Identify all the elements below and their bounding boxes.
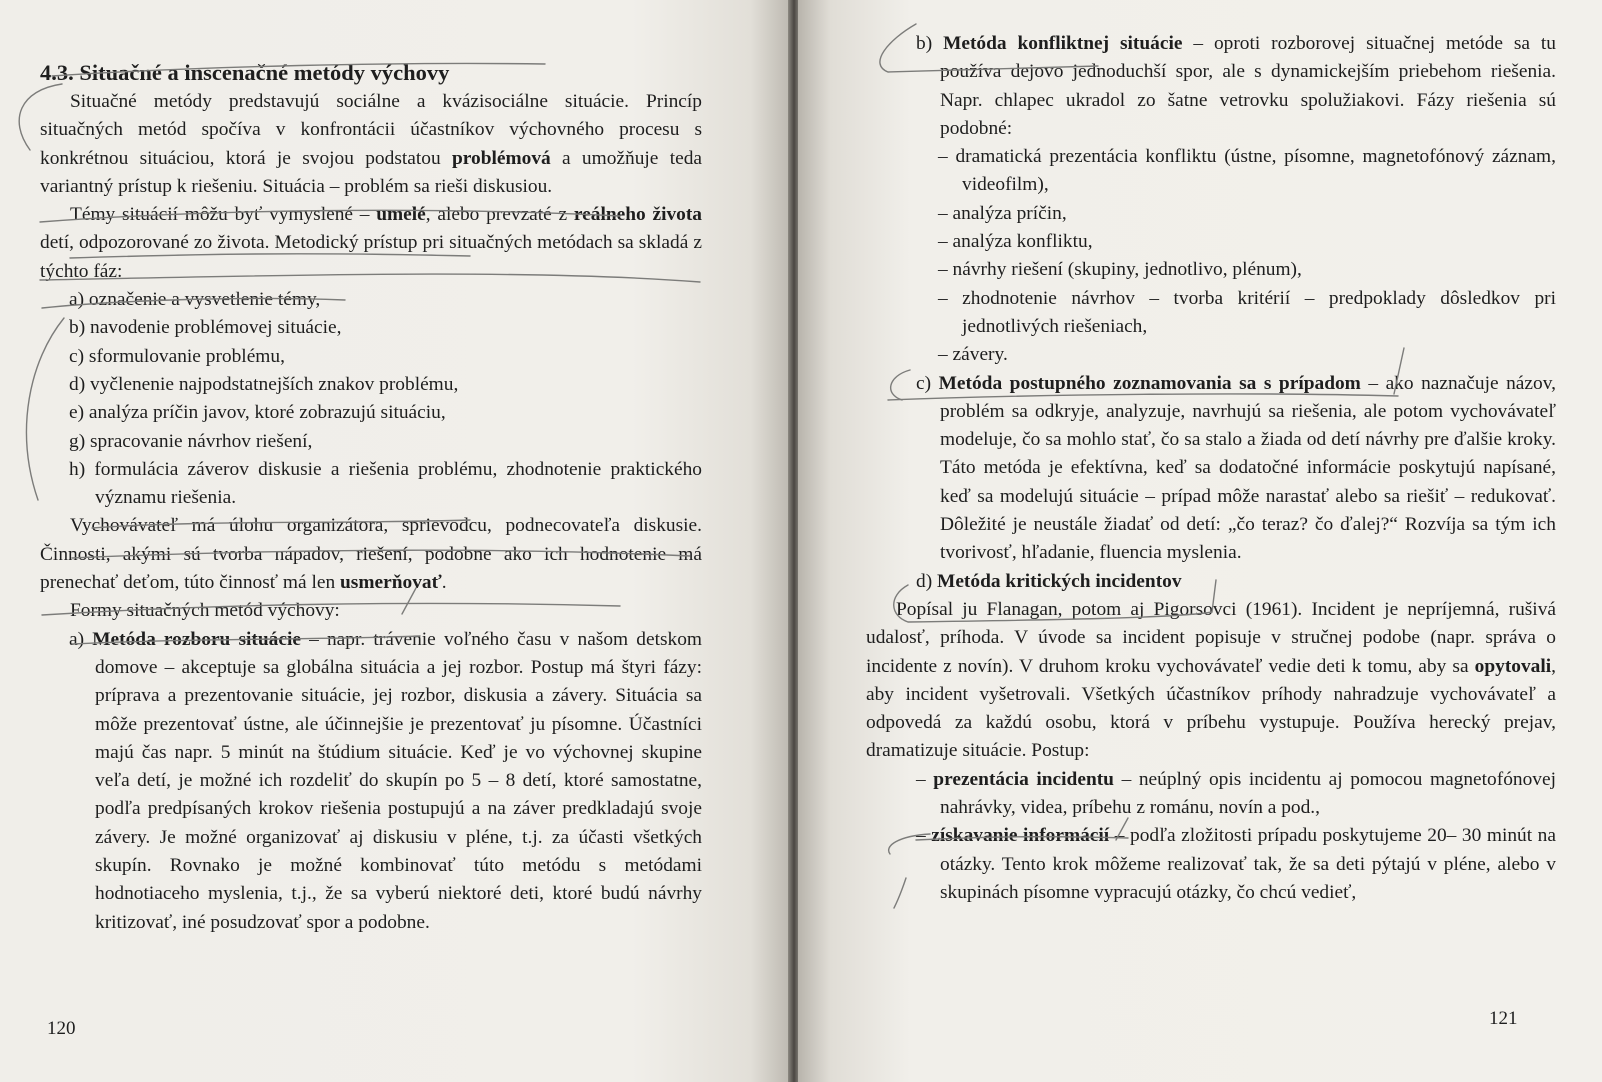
incident-step-information <box>886 822 1556 907</box>
bold-term-problemova: problémová <box>451 147 551 169</box>
method-c-text: – ako naznačuje názov, problém sa odkryje, analyzuje, navrhujú sa riešenia, ale potom vychovávateľ modeluje, čo sa mohlo stať, čo sa stalo a žiada od detí návrhy pre ďalšie kroky. Táto metóda je efektívna, keď sa dodatočné informácie poskytujú napísané, keď sa modelujú situácie – prípad môže narastať alebo sa riešiť – redukovať. Dôležité je neustále žiadať od detí: „čo teraz? čo ďalej?“ Rozvíja sa tým ich tvorivosť, hľadanie, fluencia myslenia. <box>940 372 1556 564</box>
page-number-left: 120 <box>47 1018 76 1039</box>
paragraph-educator-role <box>40 512 702 597</box>
method-d-title: Metóda kritických incidentov <box>937 570 1182 592</box>
phases-list <box>40 286 702 512</box>
step-title: získavanie informácií <box>931 825 1110 847</box>
paragraph-forms: Formy situačných metód výchovy: <box>70 600 340 622</box>
incident-step-presentation <box>886 766 1556 823</box>
phase-item: h) formulácia záverov diskusie a riešenia problému, zhodnotenie praktického významu riešenia. <box>69 458 702 509</box>
phase-item: g) spracovanie návrhov riešení, <box>69 430 313 452</box>
method-b-item <box>886 30 1556 143</box>
step-title: prezentácia incidentu <box>933 768 1114 790</box>
method-b-step: – zhodnotenie návrhov – tvorba kritérií – predpoklady dôsledkov pri jednotlivých riešeniach, <box>938 287 1556 337</box>
left-text-column <box>40 58 702 937</box>
item-label: d) <box>916 570 938 592</box>
phase-item: d) vyčlenenie najpodstatnejších znakov problému, <box>69 373 459 395</box>
text-run: , alebo prevzaté z <box>425 204 574 226</box>
left-page <box>0 0 790 1082</box>
right-text-column <box>866 30 1556 907</box>
method-c-item <box>886 370 1556 568</box>
bold-term-realneho-zivota: reálneho života <box>573 204 702 226</box>
text-run: a umožňuje teda variantný prístup k riešeniu. Situácia – problém sa rieši diskusiou. <box>40 147 702 197</box>
right-page <box>798 0 1602 1082</box>
method-b-title: Metóda konfliktnej situácie <box>943 33 1183 54</box>
item-label: c) <box>916 372 939 394</box>
method-b-step: – dramatická prezentácia konfliktu (ústne, písomne, magnetofónový záznam, videofilm), <box>938 146 1556 196</box>
text-run: detí, odpozorované zo života. Metodický prístup pri situačných metódach sa skladá z týchto fáz: <box>40 232 702 282</box>
bold-term-usmernovat: usmerňovať <box>340 572 442 594</box>
step-text: – podľa zložitosti prípadu poskytujeme 20– 30 minút na otázky. Tento krok môžeme realizovať tak, že sa deti pýtajú v pléne, alebo v skupinách písomne vypracujú otázky, čo chcú vedieť, <box>940 825 1556 903</box>
step-text: – neúplný opis incidentu aj pomocou magnetofónovej nahrávky, videa, príbehu z románu, novín a pod., <box>940 768 1556 819</box>
paragraph-topics <box>40 201 702 286</box>
phase-item: b) navodenie problémovej situácie, <box>69 317 342 339</box>
method-b-steps <box>886 143 1556 369</box>
method-b-text: – oproti rozborovej situačnej metóde sa tu používa dejovo jednoduchší spor, ale s dynamickejším priebehom riešenia. Napr. chlapec ukradol zo šatne vetrovku spolužiakovi. Fázy riešenia sú podobné: <box>940 33 1556 139</box>
dash-marker: – <box>916 768 934 790</box>
method-d-heading <box>886 568 1556 596</box>
phase-item: a) označenie a vysvetlenie témy, <box>69 289 321 311</box>
page-number-right: 121 <box>1489 1008 1518 1029</box>
method-a-text: – napr. trávenie voľného času v našom detskom domove – akceptuje sa globálna situácia a jej rozbor. Postup má štyri fázy: príprava a prezentovanie situácie, jej rozbor, diskusia a závery. Situácia sa môže prezentovať ústne, ale účinnejšie je prezentovať ju písomne. Účastníci majú čas napr. 5 minút na štúdium situácie. Keď je vo výchovnej skupine veľa detí, je možné ich rozdeliť do skupín po 5 – 8 detí, ktoré samostatne, podľa predpísaných krokov riešenia postupujú a na záver predkladajú svoje závery. Je možné organizovať aj diskusiu v pléne, t.j. za účasti všetkých skupín. Rovnako je možné kombinovať túto metódu s metódami hodnotiaceho myslenia, t.j., že sa vyberú niektoré deti, ktoré budú návrhy kritizovať, iné posudzovať spor a podobne. <box>95 628 702 933</box>
method-b-step: – závery. <box>938 344 1008 366</box>
bold-term-umele: umelé <box>376 204 426 226</box>
method-a-item <box>40 626 702 937</box>
text-run: Situačné metódy predstavujú sociálne a kvázisociálne situácie. Princíp situačných metód spočíva v konfrontácii účastníkov výchovného procesu s konkrétnou situáciou, ktorá je svojou podstatou <box>40 91 702 169</box>
phase-item: e) analýza príčin javov, ktoré zobrazujú situáciu, <box>69 402 446 424</box>
text-run: Témy situácií môžu byť vymyslené – <box>70 204 377 226</box>
bold-term-opytovali: opytovali <box>1474 655 1552 677</box>
section-heading: 4.3. Situačné a inscenačné metódy výchovy <box>40 60 450 85</box>
paragraph-incidents <box>866 596 1556 766</box>
text-run: , aby incident vyšetrovali. Všetkých účastníkov príhody nahradzuje vychovávateľ a odpovedá za každú osobu, ktorá v príbehu vystupuje. Používa herecký prejav, dramatizuje situácie. Postup: <box>866 655 1556 762</box>
paragraph-intro <box>40 88 702 201</box>
text-run: . <box>441 572 447 594</box>
phase-item: c) sformulovanie problému, <box>69 345 285 367</box>
method-b-step: – analýza konfliktu, <box>938 231 1093 253</box>
dash-marker: – <box>916 825 932 847</box>
method-b-step: – analýza príčin, <box>938 202 1067 224</box>
method-b-step: – návrhy riešení (skupiny, jednotlivo, plénum), <box>938 259 1302 281</box>
item-label: a) <box>69 628 93 650</box>
item-label: b) <box>916 33 944 54</box>
text-run: Vychovávateľ má úlohu organizátora, sprievodcu, podnecovateľa diskusie. Činnosti, akými sú tvorba nápadov, riešení, podobne ako ich hodnotenie má prenechať deťom, túto činnosť má len <box>40 515 702 594</box>
text-run: Popísal ju Flanagan, potom aj Pigorsovci (1961). Incident je nepríjemná, rušivá udalosť, príhoda. V úvode sa incident popisuje v stručnej podobe (napr. správa o incidente z novín). V druhom kroku vychovávateľ vedie deti k tomu, aby sa <box>866 598 1556 677</box>
method-c-title: Metóda postupného zoznamovania sa s prípadom <box>938 372 1361 394</box>
method-a-title: Metóda rozboru situácie <box>92 628 301 650</box>
